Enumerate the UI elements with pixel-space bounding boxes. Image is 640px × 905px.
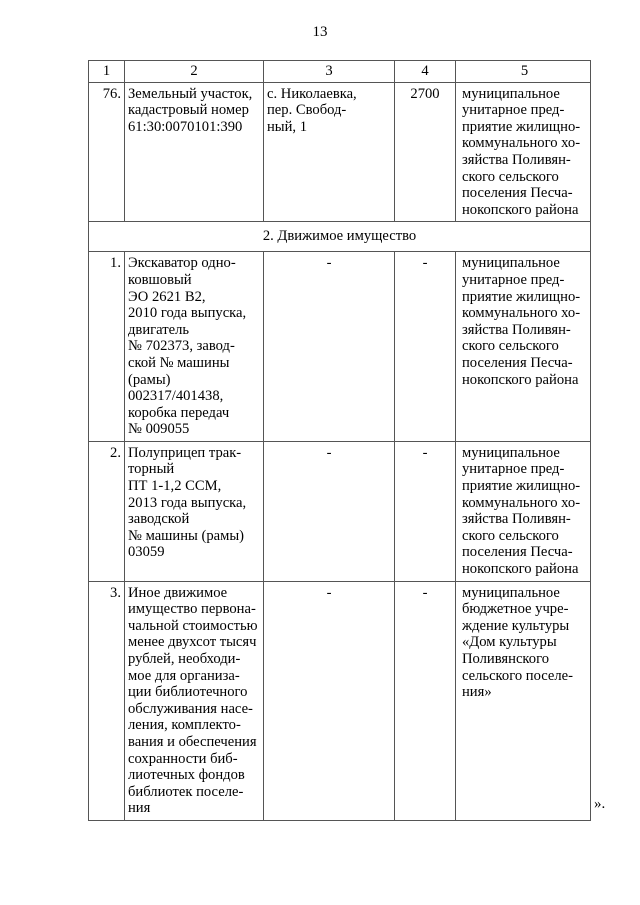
item-area: 2700 — [395, 82, 456, 222]
item-area: - — [395, 441, 456, 581]
row-number: 76. — [89, 82, 125, 222]
section-row — [89, 222, 591, 252]
section-title: 2. Движимое имущество — [89, 222, 591, 252]
table-row — [89, 252, 591, 442]
item-holder: муниципальное унитарное пред- приятие жилищно- коммунального хо- зяйства Поливян- ского сельского поселения Песча- нокопского района — [462, 444, 581, 578]
item-holder: муниципальное унитарное пред- приятие жилищно- коммунального хо- зяйства Поливян- ского сельского поселения Песча- нокопского района — [462, 255, 581, 388]
item-holder: муниципальное бюджетное учре- ждение культуры «Дом культуры Поливянского сельского поселе- ния» — [462, 584, 573, 701]
item-name: Иное движимое имущество первона- чальной стоимостью менее двухсот тысяч рублей, необходи- мое для организа- ции библиотечного обслуживания насе- ления, комплекто- вания и обеспечения сохранности биб- лиотечных фондов библиотек поселе- ния — [128, 584, 258, 817]
table-row — [89, 82, 591, 222]
item-location: - — [264, 252, 395, 442]
item-location: с. Николаевка, пер. Свобод- ный, 1 — [267, 85, 357, 135]
closing-quote-mark: ». — [594, 796, 606, 812]
item-location: - — [264, 581, 395, 820]
header-col-5: 5 — [456, 61, 591, 83]
page-number: 13 — [312, 24, 328, 40]
item-area: - — [395, 581, 456, 820]
table-row — [89, 441, 591, 581]
property-register-table — [88, 60, 591, 821]
row-number: 3. — [89, 581, 125, 820]
item-area: - — [395, 252, 456, 442]
item-holder: муниципальное унитарное пред- приятие жилищно- коммунального хо- зяйства Поливян- ского сельского поселения Песча- нокопского района — [462, 85, 581, 218]
header-col-4: 4 — [395, 61, 456, 83]
table-row — [89, 581, 591, 820]
header-col-2: 2 — [125, 61, 264, 83]
item-name: Экскаватор одно- ковшовый ЭО 2621 В2, 2010 года выпуска, двигатель № 702373, завод- ской № машины (рамы) 002317/401438, коробка передач № 009055 — [128, 255, 247, 438]
header-col-3: 3 — [264, 61, 395, 83]
item-name: Полуприцеп трак- торный ПТ 1-1,2 ССМ, 2013 года выпуска, заводской № машины (рамы) 03059 — [128, 444, 247, 561]
row-number: 2. — [89, 441, 125, 581]
item-name: Земельный участок, кадастровый номер 61:30:0070101:390 — [128, 85, 253, 135]
item-location: - — [264, 441, 395, 581]
row-number: 1. — [89, 252, 125, 442]
table-header-row — [89, 61, 591, 83]
header-col-1: 1 — [89, 61, 125, 83]
